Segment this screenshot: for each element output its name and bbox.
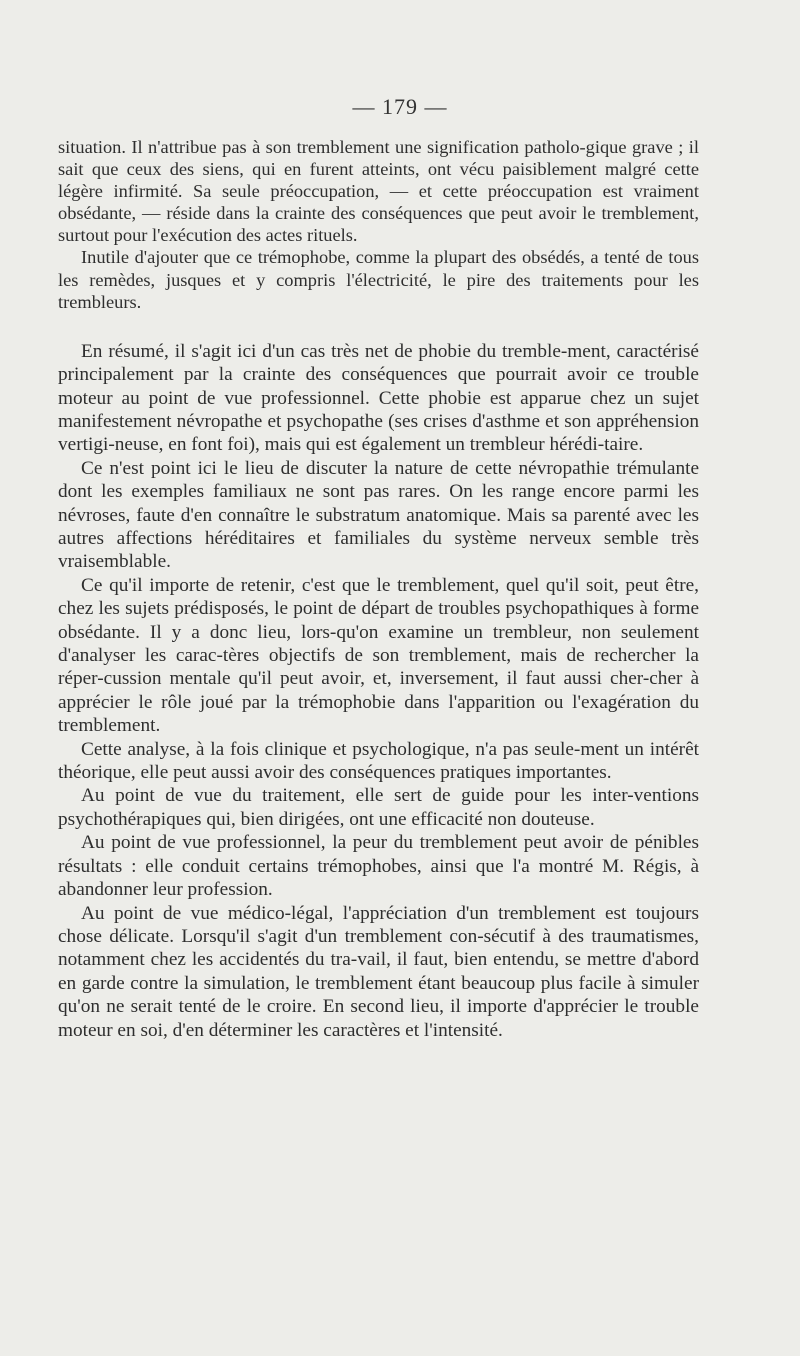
paragraph-retenir: Ce qu'il importe de retenir, c'est que le tremblement, quel qu'il soit, peut être, chez les sujets prédisposés, le point de départ de troubles psychopathiques à forme obsédante. Il y a donc lieu, lors-qu'on examine un trembleur, non seulement d'analyser les carac-tères objectifs de son tremblement, mais de rechercher la réper-cussion mentale qu'il peut avoir, et, inversement, il faut aussi cher-cher à apprécier le rôle joué par la trémophobie dans l'apparition ou l'exagération du tremblement. <box>58 574 699 737</box>
page-number: — 179 — <box>352 94 448 119</box>
paragraph-situation: situation. Il n'attribue pas à son tremblement une signification patholo-gique grave ; il sait que ceux des siens, qui en furent atteints, ont vécu paisiblement malgré cette légère infirmité. Sa seule préoccupation, — et cette préoccupation est vraiment obsédante, — réside dans la crainte des conséquences que peut avoir le tremblement, surtout pour l'exécution des actes rituels. <box>58 137 699 246</box>
paragraph-traitement: Au point de vue du traitement, elle sert de guide pour les inter-ventions psychothérapiques qui, bien dirigées, ont une efficacité non douteuse. <box>58 785 699 830</box>
paragraph-resume: En résumé, il s'agit ici d'un cas très net de phobie du tremble-ment, caractérisé principalement par la crainte des conséquences que pourrait avoir ce trouble moteur au point de vue professionnel. Cette phobie est apparue chez un sujet manifestement névropathe et psychopathe (ses crises d'asthme et son appréhension vertigi-neuse, en font foi), mais qui est également un trembleur hérédi-taire. <box>58 340 699 456</box>
paragraph-medico-legal: Au point de vue médico-légal, l'appréciation d'un tremblement est toujours chose délicate. Lorsqu'il s'agit d'un tremblement con-sécutif à des traumatismes, notamment chez les accidentés du tra-vail, il faut, bien entendu, se mettre d'abord en garde contre la simulation, le tremblement étant beaucoup plus facile à simuler qu'on ne serait tenté de le croire. En second lieu, il importe d'apprécier le trouble moteur en soi, d'en déterminer les caractères et l'intensité. <box>58 902 699 1041</box>
paragraph-professionnel: Au point de vue professionnel, la peur du tremblement peut avoir de pénibles résultats : elle conduit certains trémophobes, ainsi que l'a montré M. Régis, à abandonner leur profession. <box>58 832 699 901</box>
paragraph-inutile: Inutile d'ajouter que ce trémophobe, comme la plupart des obsédés, a tenté de tous les remèdes, jusques et y compris l'électricité, le pire des traitements pour les trembleurs. <box>58 247 699 312</box>
paragraph-analyse: Cette analyse, à la fois clinique et psychologique, n'a pas seule-ment un intérêt théorique, elle peut aussi avoir des conséquences pratiques importantes. <box>58 738 699 784</box>
text-section-summary <box>58 340 699 1042</box>
paragraph-nevropathie: Ce n'est point ici le lieu de discuter la nature de cette névropathie trémulante dont les exemples familiaux ne sont pas rares. On les range encore parmi les névroses, faute d'en connaître le substratum anatomique. Mais sa parenté avec les autres affections héréditaires et familiales du système nerveux semble très vraisemblable. <box>58 457 699 573</box>
text-column <box>58 136 699 1042</box>
text-section-small <box>58 136 699 313</box>
